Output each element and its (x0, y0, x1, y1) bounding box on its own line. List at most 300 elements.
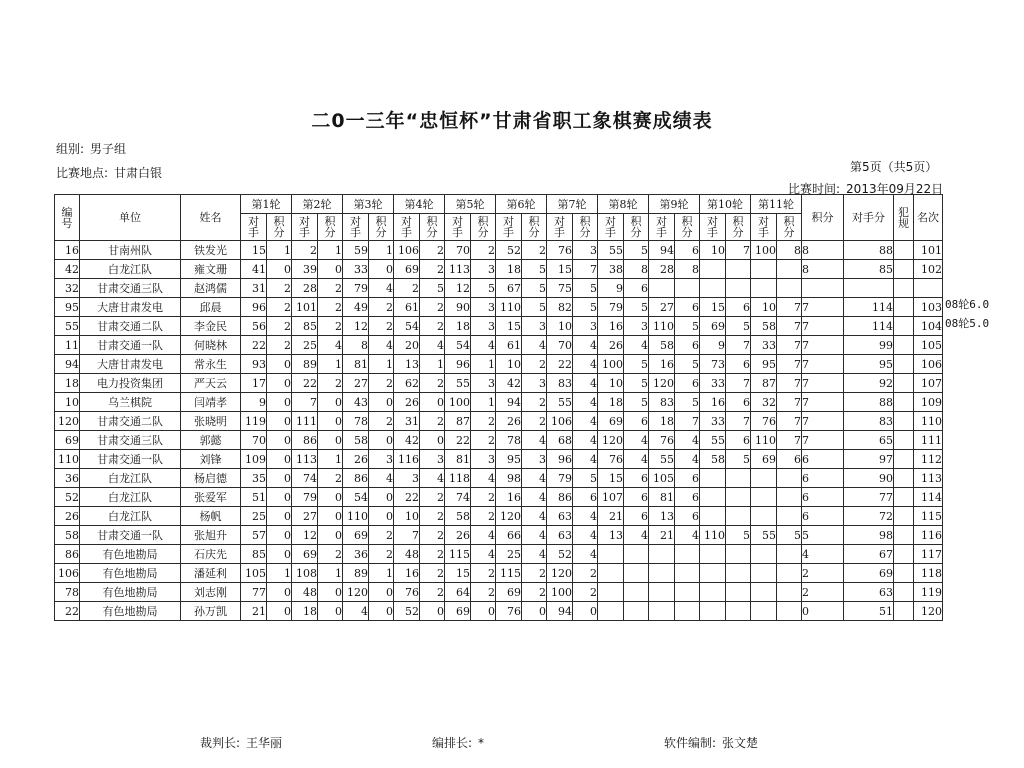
cell-round-points: 1 (318, 564, 343, 583)
cell-round-opponent: 54 (343, 488, 369, 507)
cell-round-opponent: 63 (547, 526, 573, 545)
table-row (55, 526, 943, 545)
cell-round-opponent: 70 (445, 241, 471, 260)
cell-name: 铁发光 (181, 241, 241, 260)
cell-round-opponent: 38 (598, 260, 624, 279)
header-char: 积 (528, 215, 540, 228)
cell-round-points: 2 (318, 279, 343, 298)
cell-round-points: 3 (369, 450, 394, 469)
cell-round-opponent: 81 (445, 450, 471, 469)
cell-round-points: 2 (471, 412, 496, 431)
cell-round-points: 0 (267, 431, 292, 450)
table-row (55, 545, 943, 564)
cell-foul (894, 374, 914, 393)
cell-round-opponent: 74 (445, 488, 471, 507)
header-char: 分 (732, 226, 744, 239)
cell-round-opponent: 100 (445, 393, 471, 412)
cell-opponent-score (844, 279, 894, 298)
cell-round-points: 2 (420, 317, 445, 336)
header-points (777, 214, 802, 241)
cell-rank: 101 (914, 241, 943, 260)
cell-opponent-score: 69 (844, 564, 894, 583)
cell-round-points: 7 (777, 374, 802, 393)
cell-opponent-score: 88 (844, 393, 894, 412)
cell-round-opponent: 69 (292, 545, 318, 564)
cell-unit: 有色地勘局 (80, 602, 181, 621)
cell-round-opponent (598, 583, 624, 602)
cell-score: 4 (802, 545, 844, 564)
cell-round-points: 1 (318, 355, 343, 374)
cell-round-points: 2 (573, 583, 598, 602)
cell-round-opponent: 10 (700, 241, 726, 260)
header-points (318, 214, 343, 241)
cell-unit: 白龙江队 (80, 507, 181, 526)
cell-round-opponent: 76 (496, 602, 522, 621)
cell-round-points: 0 (420, 602, 445, 621)
header-round: 第1轮 (241, 195, 292, 214)
cell-foul (894, 336, 914, 355)
cell-round-points: 0 (318, 488, 343, 507)
cell-unit: 白龙江队 (80, 469, 181, 488)
cell-round-points: 7 (777, 317, 802, 336)
cell-round-opponent: 120 (343, 583, 369, 602)
header-points (726, 214, 751, 241)
cell-round-opponent: 55 (700, 431, 726, 450)
cell-round-opponent: 52 (394, 602, 420, 621)
cell-round-points: 6 (624, 488, 649, 507)
cell-round-opponent: 110 (343, 507, 369, 526)
cell-round-points: 6 (624, 412, 649, 431)
cell-round-opponent: 120 (649, 374, 675, 393)
cell-round-points: 3 (471, 374, 496, 393)
header-round: 第2轮 (292, 195, 343, 214)
cell-round-points: 7 (777, 393, 802, 412)
signature-value: 王华丽 (246, 736, 283, 750)
cell-round-opponent (751, 260, 777, 279)
cell-round-points: 0 (471, 602, 496, 621)
cell-round-opponent: 78 (496, 431, 522, 450)
cell-round-opponent: 10 (496, 355, 522, 374)
cell-foul (894, 260, 914, 279)
cell-name: 闫靖孝 (181, 393, 241, 412)
cell-number: 69 (55, 431, 80, 450)
header-points (420, 214, 445, 241)
cell-round-opponent: 61 (394, 298, 420, 317)
cell-name: 张晓明 (181, 412, 241, 431)
header-opponent (292, 214, 318, 241)
cell-unit: 电力投资集团 (80, 374, 181, 393)
cell-name: 严天云 (181, 374, 241, 393)
signature-chief-referee (200, 734, 282, 751)
cell-round-points: 4 (471, 336, 496, 355)
header-opponent (496, 214, 522, 241)
cell-round-points: 4 (522, 431, 547, 450)
cell-round-opponent: 67 (496, 279, 522, 298)
cell-round-opponent: 13 (394, 355, 420, 374)
table-row (55, 336, 943, 355)
cell-round-points: 5 (522, 279, 547, 298)
cell-round-points: 4 (471, 545, 496, 564)
header-char: 对 (758, 215, 769, 228)
cell-round-opponent: 51 (241, 488, 267, 507)
header-char: 对 (554, 215, 565, 228)
table-row (55, 564, 943, 583)
cell-round-opponent: 15 (598, 469, 624, 488)
cell-opponent-score: 65 (844, 431, 894, 450)
cell-round-opponent: 27 (343, 374, 369, 393)
cell-round-opponent: 73 (700, 355, 726, 374)
cell-number: 10 (55, 393, 80, 412)
cell-round-points: 8 (624, 260, 649, 279)
cell-round-points: 4 (573, 412, 598, 431)
cell-number: 18 (55, 374, 80, 393)
cell-round-points: 3 (471, 298, 496, 317)
cell-opponent-score: 95 (844, 355, 894, 374)
cell-foul (894, 279, 914, 298)
cell-number: 106 (55, 564, 80, 583)
cell-round-points: 2 (420, 526, 445, 545)
cell-round-points: 0 (318, 393, 343, 412)
cell-round-points: 3 (522, 450, 547, 469)
cell-round-opponent: 7 (292, 393, 318, 412)
cell-round-points: 7 (777, 336, 802, 355)
cell-score: 7 (802, 374, 844, 393)
cell-round-points: 7 (777, 431, 802, 450)
cell-round-points (624, 583, 649, 602)
cell-opponent-score: 83 (844, 412, 894, 431)
cell-round-points: 0 (267, 583, 292, 602)
cell-foul (894, 317, 914, 336)
cell-opponent-score: 77 (844, 488, 894, 507)
cell-score: 6 (802, 488, 844, 507)
cell-rank: 112 (914, 450, 943, 469)
cell-round-points: 4 (573, 507, 598, 526)
cell-round-opponent: 95 (496, 450, 522, 469)
cell-score: 7 (802, 317, 844, 336)
cell-rank: 115 (914, 507, 943, 526)
cell-round-opponent: 100 (751, 241, 777, 260)
cell-unit: 白龙江队 (80, 260, 181, 279)
cell-name: 杨帆 (181, 507, 241, 526)
cell-round-opponent: 76 (649, 431, 675, 450)
cell-round-opponent (700, 279, 726, 298)
cell-round-opponent: 48 (292, 583, 318, 602)
cell-round-opponent: 58 (649, 336, 675, 355)
table-row (55, 279, 943, 298)
cell-round-opponent (700, 583, 726, 602)
cell-round-opponent: 16 (496, 488, 522, 507)
cell-round-opponent: 79 (343, 279, 369, 298)
cell-round-opponent: 57 (241, 526, 267, 545)
cell-round-points (675, 564, 700, 583)
cell-round-points: 2 (267, 298, 292, 317)
header-char: 对 (707, 215, 718, 228)
cell-round-opponent: 18 (292, 602, 318, 621)
cell-round-opponent (751, 279, 777, 298)
cell-opponent-score: 90 (844, 469, 894, 488)
table-row (55, 298, 943, 317)
cell-round-opponent (649, 279, 675, 298)
cell-number: 55 (55, 317, 80, 336)
results-table (54, 194, 943, 621)
cell-round-points: 2 (420, 545, 445, 564)
cell-round-points: 6 (624, 279, 649, 298)
cell-unit: 甘肃交通二队 (80, 412, 181, 431)
cell-rank: 106 (914, 355, 943, 374)
cell-round-opponent: 13 (649, 507, 675, 526)
header-round: 第3轮 (343, 195, 394, 214)
cell-name: 雍文珊 (181, 260, 241, 279)
header-char: 对 (452, 215, 463, 228)
cell-number: 22 (55, 602, 80, 621)
header-char: 分 (681, 226, 693, 239)
cell-number: 42 (55, 260, 80, 279)
cell-round-points: 5 (573, 279, 598, 298)
cell-round-points: 7 (777, 355, 802, 374)
cell-round-points: 0 (369, 507, 394, 526)
cell-round-opponent: 120 (598, 431, 624, 450)
cell-round-points: 4 (624, 431, 649, 450)
cell-round-points: 0 (369, 583, 394, 602)
date-value: 2013年09月22日 (846, 182, 944, 196)
header-round: 第6轮 (496, 195, 547, 214)
cell-round-points: 2 (318, 374, 343, 393)
cell-round-points: 3 (420, 450, 445, 469)
cell-foul (894, 450, 914, 469)
cell-round-opponent: 25 (496, 545, 522, 564)
cell-opponent-score: 88 (844, 241, 894, 260)
cell-unit: 乌兰棋院 (80, 393, 181, 412)
cell-opponent-score: 67 (844, 545, 894, 564)
cell-round-opponent: 55 (547, 393, 573, 412)
cell-round-opponent: 18 (598, 393, 624, 412)
cell-score: 6 (802, 469, 844, 488)
cell-round-points: 0 (318, 526, 343, 545)
cell-round-opponent: 85 (292, 317, 318, 336)
table-row (55, 412, 943, 431)
cell-name: 孙万凯 (181, 602, 241, 621)
cell-round-opponent: 21 (598, 507, 624, 526)
header-name: 姓名 (181, 195, 241, 241)
cell-round-points: 1 (369, 564, 394, 583)
header-char: 积 (579, 215, 591, 228)
cell-round-points: 2 (369, 412, 394, 431)
header-foul (894, 195, 914, 241)
cell-round-points: 3 (522, 374, 547, 393)
cell-round-opponent: 12 (445, 279, 471, 298)
cell-opponent-score: 99 (844, 336, 894, 355)
cell-round-points: 0 (369, 602, 394, 621)
cell-round-points: 4 (573, 336, 598, 355)
cell-round-points: 0 (420, 431, 445, 450)
header-char: 手 (758, 226, 769, 239)
cell-round-opponent: 74 (292, 469, 318, 488)
cell-round-opponent: 22 (394, 488, 420, 507)
cell-round-points (726, 507, 751, 526)
cell-round-points: 6 (675, 488, 700, 507)
cell-round-opponent: 26 (496, 412, 522, 431)
cell-number: 36 (55, 469, 80, 488)
cell-round-points: 2 (420, 298, 445, 317)
cell-round-opponent: 86 (343, 469, 369, 488)
cell-round-opponent: 81 (649, 488, 675, 507)
header-row (55, 195, 943, 214)
cell-round-points: 2 (267, 317, 292, 336)
cell-round-opponent: 54 (445, 336, 471, 355)
cell-round-points: 2 (522, 241, 547, 260)
cell-round-points: 2 (471, 564, 496, 583)
cell-round-points (675, 583, 700, 602)
venue-value: 甘肃白银 (114, 166, 163, 180)
cell-rank: 107 (914, 374, 943, 393)
cell-round-points: 2 (369, 298, 394, 317)
cell-round-opponent: 96 (445, 355, 471, 374)
cell-round-opponent: 100 (598, 355, 624, 374)
cell-name: 邱晨 (181, 298, 241, 317)
cell-round-points: 2 (522, 393, 547, 412)
cell-round-opponent: 41 (241, 260, 267, 279)
cell-round-points: 4 (573, 355, 598, 374)
cell-round-points (726, 564, 751, 583)
cell-round-points: 5 (420, 279, 445, 298)
cell-rank: 110 (914, 412, 943, 431)
cell-round-opponent (649, 583, 675, 602)
cell-round-points (777, 469, 802, 488)
cell-round-opponent: 16 (649, 355, 675, 374)
cell-opponent-score: 85 (844, 260, 894, 279)
signature-label: 编排长: (432, 736, 473, 750)
header-char: 积 (375, 215, 387, 228)
cell-round-opponent (751, 545, 777, 564)
cell-round-opponent: 12 (292, 526, 318, 545)
cell-round-opponent: 15 (496, 317, 522, 336)
cell-name: 潘延利 (181, 564, 241, 583)
header-char: 对 (401, 215, 412, 228)
cell-number: 11 (55, 336, 80, 355)
cell-name: 赵鸿儒 (181, 279, 241, 298)
cell-round-opponent: 26 (394, 393, 420, 412)
cell-round-points: 2 (318, 545, 343, 564)
cell-round-opponent: 89 (343, 564, 369, 583)
cell-round-points: 2 (420, 583, 445, 602)
cell-number: 26 (55, 507, 80, 526)
cell-round-opponent: 83 (547, 374, 573, 393)
cell-round-opponent: 96 (241, 298, 267, 317)
cell-rank: 105 (914, 336, 943, 355)
cell-round-opponent: 105 (241, 564, 267, 583)
cell-round-points: 0 (318, 431, 343, 450)
cell-round-points: 2 (420, 564, 445, 583)
cell-round-points: 5 (522, 298, 547, 317)
cell-round-points: 4 (471, 469, 496, 488)
cell-round-opponent: 58 (343, 431, 369, 450)
cell-rank: 103 (914, 298, 943, 317)
header-char: 手 (248, 226, 259, 239)
cell-round-points: 2 (522, 583, 547, 602)
cell-round-opponent: 120 (496, 507, 522, 526)
cell-name: 张爱军 (181, 488, 241, 507)
cell-score: 8 (802, 241, 844, 260)
cell-round-points: 6 (675, 241, 700, 260)
cell-round-points: 7 (777, 412, 802, 431)
cell-round-opponent: 42 (394, 431, 420, 450)
header-char: 积 (426, 215, 438, 228)
header-char: 对 (350, 215, 361, 228)
cell-round-points: 0 (267, 488, 292, 507)
cell-round-points (777, 260, 802, 279)
cell-round-opponent: 79 (547, 469, 573, 488)
cell-round-points: 4 (522, 336, 547, 355)
cell-round-points: 5 (675, 317, 700, 336)
header-char: 手 (554, 226, 565, 239)
cell-round-opponent (751, 507, 777, 526)
header-char: 犯 (898, 205, 909, 219)
signature-value: 张文楚 (722, 736, 759, 750)
header-char: 手 (350, 226, 361, 239)
header-char: 规 (898, 216, 909, 230)
cell-number: 120 (55, 412, 80, 431)
cell-round-points: 4 (675, 450, 700, 469)
cell-score: 7 (802, 412, 844, 431)
cell-round-opponent: 3 (394, 469, 420, 488)
cell-number: 94 (55, 355, 80, 374)
cell-round-points: 6 (675, 507, 700, 526)
header-char: 对 (605, 215, 616, 228)
cell-round-points: 4 (471, 526, 496, 545)
cell-rank: 114 (914, 488, 943, 507)
header-char: 积 (732, 215, 744, 228)
cell-number: 86 (55, 545, 80, 564)
table-row (55, 488, 943, 507)
cell-round-opponent: 110 (649, 317, 675, 336)
cell-round-points: 2 (420, 374, 445, 393)
cell-round-opponent (751, 488, 777, 507)
cell-round-points (624, 602, 649, 621)
cell-round-points: 2 (573, 564, 598, 583)
cell-foul (894, 545, 914, 564)
cell-foul (894, 526, 914, 545)
cell-round-opponent: 43 (343, 393, 369, 412)
cell-round-points (624, 545, 649, 564)
cell-number: 110 (55, 450, 80, 469)
cell-round-points: 0 (318, 260, 343, 279)
cell-round-opponent: 35 (241, 469, 267, 488)
cell-foul (894, 564, 914, 583)
cell-score: 7 (802, 355, 844, 374)
cell-unit: 大唐甘肃发电 (80, 355, 181, 374)
cell-round-opponent: 110 (700, 526, 726, 545)
cell-unit: 甘肃交通一队 (80, 526, 181, 545)
cell-round-points: 2 (420, 488, 445, 507)
cell-round-points: 2 (420, 507, 445, 526)
cell-round-opponent: 81 (343, 355, 369, 374)
signature-label: 裁判长: (200, 736, 241, 750)
signature-label: 软件编制: (664, 736, 717, 750)
cell-round-opponent: 22 (241, 336, 267, 355)
cell-round-points: 4 (420, 469, 445, 488)
cell-round-opponent: 79 (292, 488, 318, 507)
cell-round-points: 2 (420, 260, 445, 279)
header-char: 积 (273, 215, 285, 228)
cell-round-opponent: 119 (241, 412, 267, 431)
cell-score: 2 (802, 583, 844, 602)
cell-round-opponent: 32 (751, 393, 777, 412)
header-char: 对 (503, 215, 514, 228)
cell-round-opponent: 87 (751, 374, 777, 393)
cell-round-points: 1 (420, 355, 445, 374)
cell-unit: 有色地勘局 (80, 564, 181, 583)
cell-name: 杨启德 (181, 469, 241, 488)
